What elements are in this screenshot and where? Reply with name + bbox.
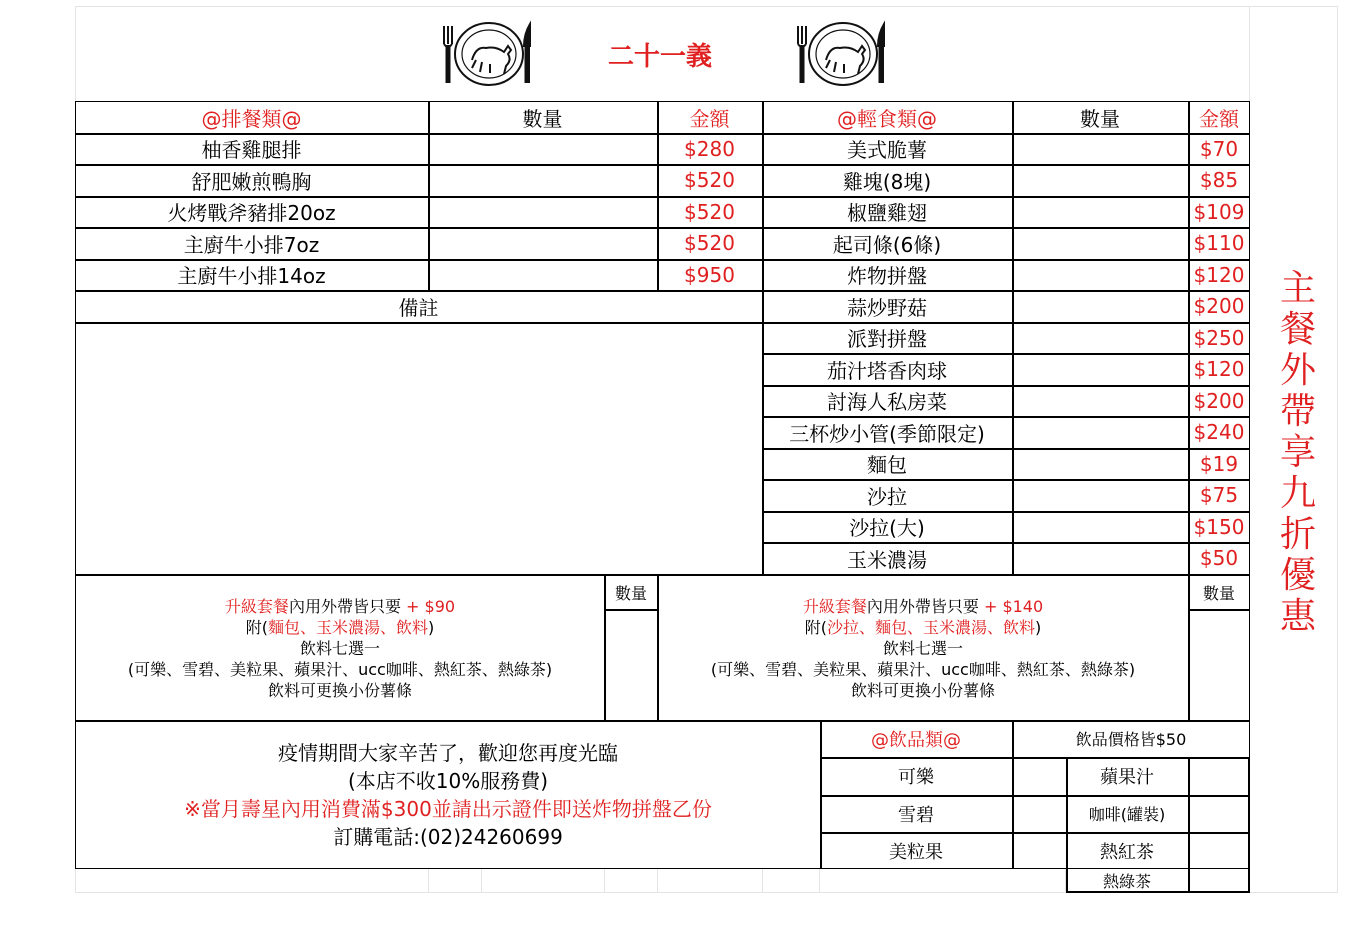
sheet-gridline xyxy=(1012,868,1066,893)
main-item-name: 柚香雞腿排 xyxy=(201,138,302,162)
light-item-price: $200 xyxy=(1193,294,1245,318)
light-qty-header: 數量 xyxy=(1080,106,1120,131)
light-item-name: 茄汁塔香肉球 xyxy=(827,358,947,383)
light-item-price: $240 xyxy=(1193,420,1245,444)
upgrade-label: 升級套餐 xyxy=(802,597,867,616)
drink-item: 熱綠茶 xyxy=(1102,871,1151,891)
light-item-name: 討海人私房菜 xyxy=(827,390,947,414)
light-item-name: 美式脆薯 xyxy=(847,138,927,162)
notes-label: 備註 xyxy=(398,295,439,320)
light-menu-header: @輕食類@ xyxy=(837,106,937,131)
upgrade-qty-input[interactable] xyxy=(1190,611,1248,719)
main-item-name: 舒肥嫩煎鴨胸 xyxy=(191,169,312,194)
light-item-price: $19 xyxy=(1199,451,1239,476)
main-item-name: 主廚牛小排14oz xyxy=(177,264,326,288)
birthday-promo: ※當月壽星內用消費滿$300並請出示證件即送炸物拼盤乙份 xyxy=(184,797,712,821)
plate-cutlery-bull-icon xyxy=(792,20,894,88)
main-item-price: $520 xyxy=(684,199,735,224)
light-item-price: $200 xyxy=(1193,388,1245,413)
light-item-price: $250 xyxy=(1193,325,1245,350)
row-divider xyxy=(75,574,1250,576)
main-item-name: 主廚牛小排7oz xyxy=(183,232,320,257)
light-item-price: $150 xyxy=(1193,514,1245,539)
plate-cutlery-bull-icon xyxy=(438,20,540,88)
light-item-name: 玉米濃湯 xyxy=(847,547,927,572)
col-divider xyxy=(1188,757,1190,893)
includes-prefix: 附( xyxy=(804,618,827,637)
main-item-price: $280 xyxy=(684,136,735,161)
light-item-name: 麵包 xyxy=(867,453,907,477)
main-qty-header: 數量 xyxy=(522,106,563,131)
sheet-gridline xyxy=(428,868,482,893)
drinks-header: @飲品類@ xyxy=(871,729,961,751)
drink-item: 熱紅茶 xyxy=(1100,841,1154,863)
sheet-gridline xyxy=(762,868,820,893)
light-item-price: $85 xyxy=(1199,168,1239,192)
upgrade-qty-label: 數量 xyxy=(1202,583,1235,603)
drinks-price-note: 飲品價格皆$50 xyxy=(1075,730,1187,749)
light-item-name: 三杯炒小管(季節限定) xyxy=(789,421,985,446)
upgrade-price: + $140 xyxy=(978,597,1044,616)
row-divider xyxy=(1066,891,1250,893)
upgrade-middle: 內用外帶皆只要 xyxy=(866,597,979,616)
drink-list: (可樂、雪碧、美粒果、蘋果汁、ucc咖啡、熱紅茶、熱綠茶) xyxy=(710,660,1136,679)
upgrade-middle: 內用外帶皆只要 xyxy=(288,597,401,616)
order-phone: 訂購電話:(02)24260699 xyxy=(333,825,563,849)
swap-note: 飲料可更換小份薯條 xyxy=(267,681,412,700)
col-divider xyxy=(1248,757,1250,893)
drink-choice: 飲料七選一 xyxy=(882,639,963,658)
light-item-price: $50 xyxy=(1199,546,1239,570)
upgrade-price: + $90 xyxy=(400,597,456,616)
light-item-name: 炸物拼盤 xyxy=(847,264,927,288)
notice-block xyxy=(77,739,819,851)
main-item-name: 火烤戰斧豬排20oz xyxy=(167,201,336,225)
notice-line: 疫情期間大家辛苦了，歡迎您再度光臨 xyxy=(278,741,618,765)
light-item-name: 蒜炒野菇 xyxy=(847,295,927,320)
light-price-header: 金額 xyxy=(1199,106,1239,131)
side-banner: 主餐外帶享九折優惠 xyxy=(1279,268,1316,637)
light-item-name: 沙拉 xyxy=(867,484,907,509)
main-price-header: 金額 xyxy=(689,106,730,131)
includes-suffix: ) xyxy=(1035,618,1042,637)
main-item-price: $950 xyxy=(684,262,735,287)
swap-note: 飲料可更換小份薯條 xyxy=(850,681,995,700)
light-item-name: 沙拉(大) xyxy=(849,516,925,540)
light-item-name: 雞塊(8塊) xyxy=(842,169,932,194)
light-item-price: $109 xyxy=(1193,199,1245,224)
main-menu-header: @排餐類@ xyxy=(201,106,302,131)
includes-list: 沙拉、麵包、玉米濃湯、飲料 xyxy=(826,618,1035,637)
upgrade-qty-label: 數量 xyxy=(614,583,647,603)
drink-item: 可樂 xyxy=(898,767,934,788)
includes-prefix: 附( xyxy=(245,618,268,637)
notice-line: (本店不收10%服務費) xyxy=(347,769,549,793)
upgrade-set-right xyxy=(659,596,1187,701)
main-item-price: $520 xyxy=(684,231,735,255)
main-item-price: $520 xyxy=(684,168,735,192)
drink-list: (可樂、雪碧、美粒果、蘋果汁、ucc咖啡、熱紅茶、熱綠茶) xyxy=(127,660,553,679)
col-divider xyxy=(1012,101,1014,574)
drink-item: 咖啡(罐裝) xyxy=(1088,805,1166,824)
light-item-price: $110 xyxy=(1193,231,1245,255)
light-item-price: $75 xyxy=(1199,483,1239,507)
light-item-price: $70 xyxy=(1199,136,1239,161)
drink-item: 蘋果汁 xyxy=(1100,767,1154,788)
drink-item: 雪碧 xyxy=(898,804,934,826)
upgrade-label: 升級套餐 xyxy=(224,597,289,616)
drink-item: 美粒果 xyxy=(889,841,943,863)
drink-choice: 飲料七選一 xyxy=(299,639,380,658)
upgrade-set-left xyxy=(77,596,603,701)
sheet-gridline xyxy=(604,868,658,893)
light-item-name: 起司條(6條) xyxy=(832,232,942,257)
light-item-name: 椒鹽雞翅 xyxy=(847,201,927,225)
light-item-price: $120 xyxy=(1193,357,1245,381)
includes-suffix: ) xyxy=(428,618,435,637)
light-item-price: $120 xyxy=(1193,262,1245,287)
upgrade-qty-input[interactable] xyxy=(606,611,656,719)
light-item-name: 派對拼盤 xyxy=(847,327,927,351)
includes-list: 麵包、玉米濃湯、飲料 xyxy=(267,618,428,637)
restaurant-title: 二十一義 xyxy=(607,41,712,72)
notes-area[interactable] xyxy=(77,324,761,573)
